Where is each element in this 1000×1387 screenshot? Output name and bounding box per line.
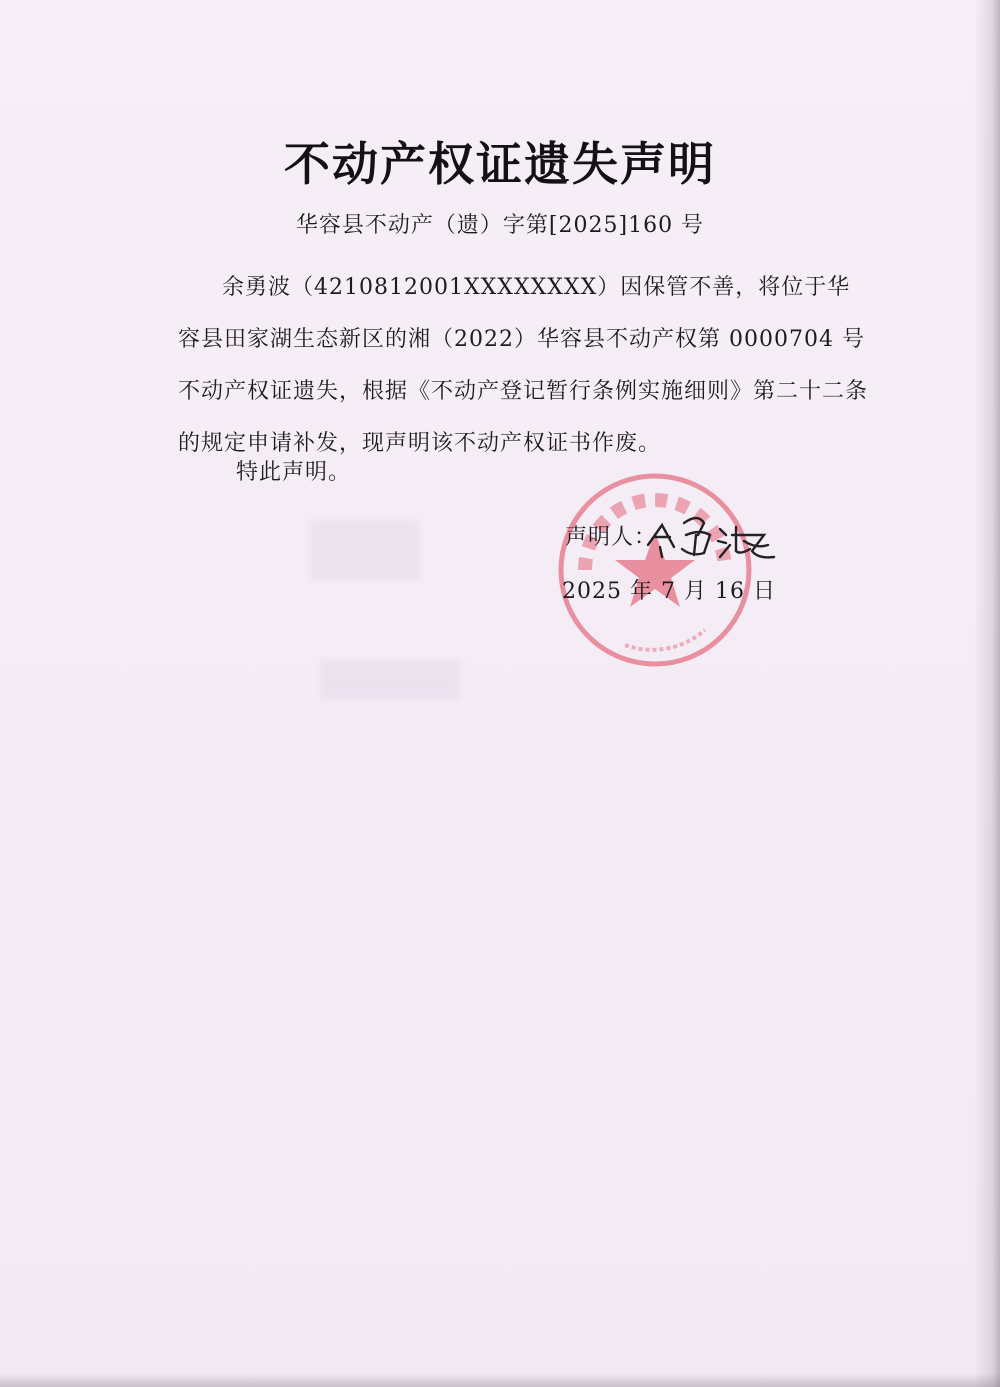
declaration-date: 2025 年 7 月 16 日 xyxy=(562,579,776,604)
document-title: 不动产权证遗失声明 xyxy=(284,137,716,191)
document-number: 华容县不动产（遗）字第[2025]160 号 xyxy=(295,213,705,238)
scan-bottom-shadow xyxy=(0,1373,1000,1387)
scan-smudge xyxy=(310,520,420,580)
statement-body: 余勇波（4210812001XXXXXXXX）因保管不善，将位于华容县田家湖生态新区的湘（2022）华容县不动产权第 0000704 号不动产权证遗失，根据《不动产登记暂行条例实施细则》第二十二条的规定申请补发，现声明该不动产权证书作废。 xyxy=(178,275,869,456)
official-seal-icon xyxy=(555,470,755,670)
closing-text: 特此声明。 xyxy=(236,460,352,485)
declarant-label: 声明人： xyxy=(565,525,658,550)
scan-smudge xyxy=(320,660,460,700)
handwritten-signature-icon xyxy=(640,505,780,565)
